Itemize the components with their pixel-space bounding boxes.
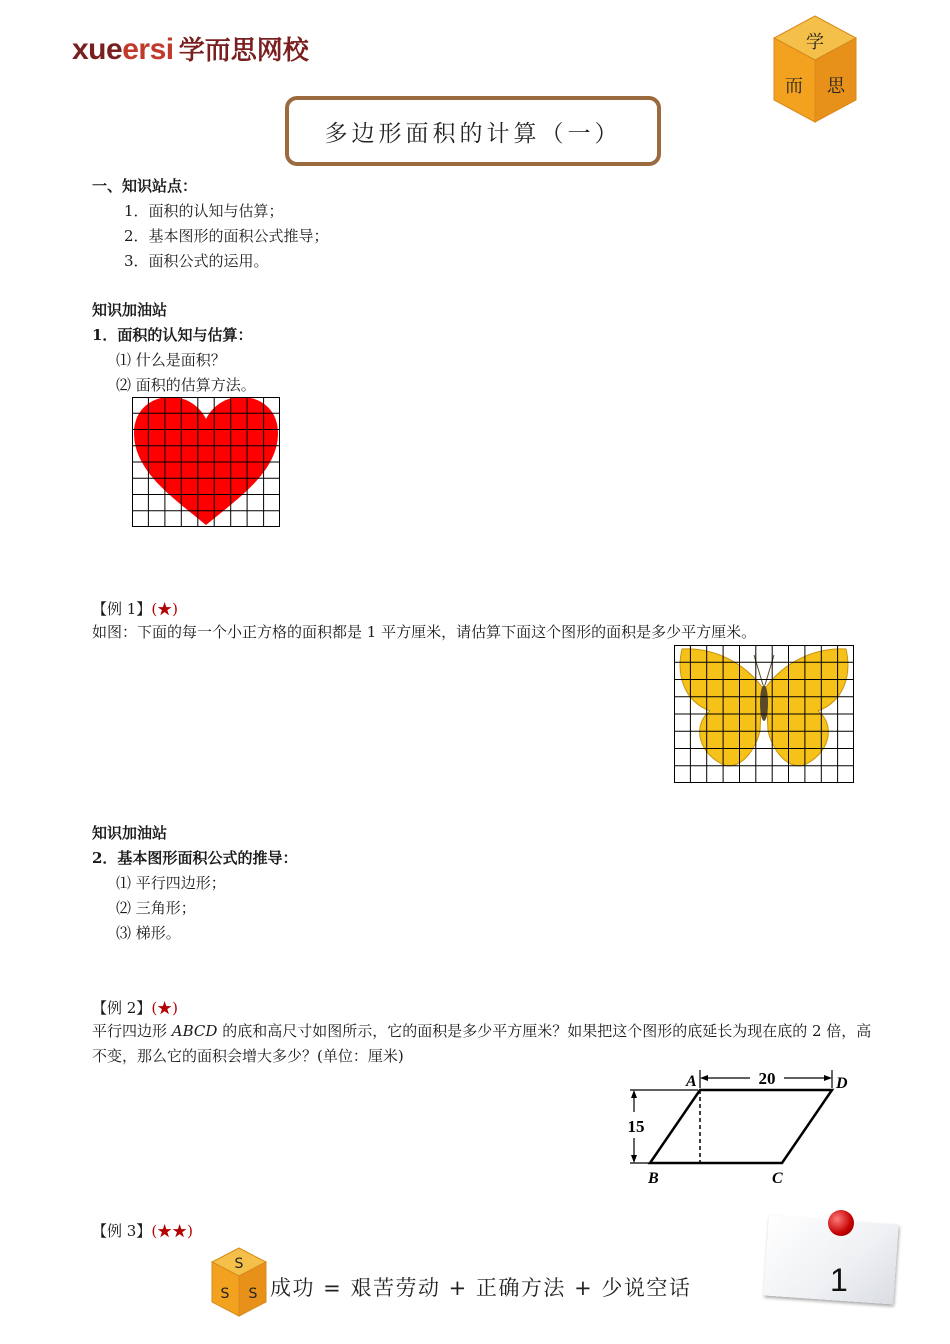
vertex-c-label: C	[772, 1170, 783, 1187]
example2-text	[92, 1019, 872, 1069]
example1-title: 【例 1】	[92, 600, 152, 618]
example2-text-after: 的底和高尺寸如图所示，它的面积是多少平方厘米？如果把这个图形的底延长为现在底的 2 倍，高不变，那么它的面积会增大多少？(单位：厘米)	[92, 1022, 872, 1065]
vertex-d-label: D	[836, 1075, 848, 1092]
cube-logo-icon	[770, 14, 860, 126]
example2-text-before: 平行四边形	[92, 1022, 172, 1040]
example1-stars: (★)	[151, 600, 179, 618]
cube-letter-left: S	[220, 1286, 230, 1302]
brand-logo	[72, 30, 309, 67]
example2-title: 【例 2】	[92, 999, 152, 1017]
page-number: 1	[830, 1262, 848, 1298]
station1-subheading: 1．面积的认知与估算：	[92, 326, 253, 344]
example2-label	[92, 998, 178, 1018]
example3-stars: (★★)	[151, 1222, 194, 1240]
example1-label	[92, 599, 178, 619]
footer-motto: 成功 = 艰苦劳动 + 正确方法 + 少说空话	[270, 1276, 692, 1300]
station2-heading: 知识加油站	[92, 824, 168, 842]
vertex-b-label: B	[648, 1170, 659, 1187]
section1-item-2: 2．基本图形的面积公式推导；	[124, 227, 329, 245]
cube-letter-right: S	[248, 1286, 258, 1302]
section1-item-3: 3．面积公式的运用。	[124, 252, 269, 270]
station2-item-1: ⑴ 平行四边形；	[116, 874, 226, 892]
station2-item-3: ⑶ 梯形。	[116, 924, 181, 942]
cube-logo-char-2: 而	[785, 76, 803, 97]
cube-logo-char-3: 思	[827, 76, 845, 97]
brand-chinese: 学而思网校	[178, 36, 309, 66]
example1-text: 如图：下面的每一个小正方格的面积都是 1 平方厘米，请估算下面这个图形的面积是多少平方厘米。	[92, 623, 757, 641]
sss-cube-icon	[210, 1246, 268, 1318]
parallelogram-shape	[650, 1090, 832, 1163]
brand-latin-a: xue	[72, 33, 123, 66]
example3-title: 【例 3】	[92, 1222, 152, 1240]
station2-subheading: 2．基本图形面积公式的推导：	[92, 849, 298, 867]
section1-heading: 一、知识站点：	[92, 177, 198, 195]
example3-label	[92, 1221, 193, 1241]
height-label: 15	[627, 1117, 645, 1136]
heart-shape	[134, 397, 278, 525]
cube-logo-char-1: 学	[806, 32, 824, 53]
section1-item-1: 1．面积的认知与估算；	[124, 202, 284, 220]
station1-heading: 知识加油站	[92, 301, 168, 319]
station1-item-1: ⑴ 什么是面积？	[116, 351, 226, 369]
heart-grid-figure	[132, 397, 280, 527]
parallelogram-figure	[620, 1066, 860, 1190]
base-label: 20	[758, 1069, 776, 1088]
station2-item-2: ⑵ 三角形；	[116, 899, 196, 917]
butterfly-grid-figure	[674, 645, 854, 783]
cube-letter-top: S	[234, 1256, 244, 1272]
example2-stars: (★)	[151, 999, 179, 1017]
vertex-a-label: A	[686, 1073, 697, 1090]
brand-latin-b: ersi	[122, 33, 174, 66]
page-title: 多边形面积的计算（一）	[285, 96, 661, 166]
example2-text-italic: ABCD	[171, 1022, 218, 1040]
pushpin-icon	[828, 1210, 854, 1236]
station1-item-2: ⑵ 面积的估算方法。	[116, 376, 256, 394]
